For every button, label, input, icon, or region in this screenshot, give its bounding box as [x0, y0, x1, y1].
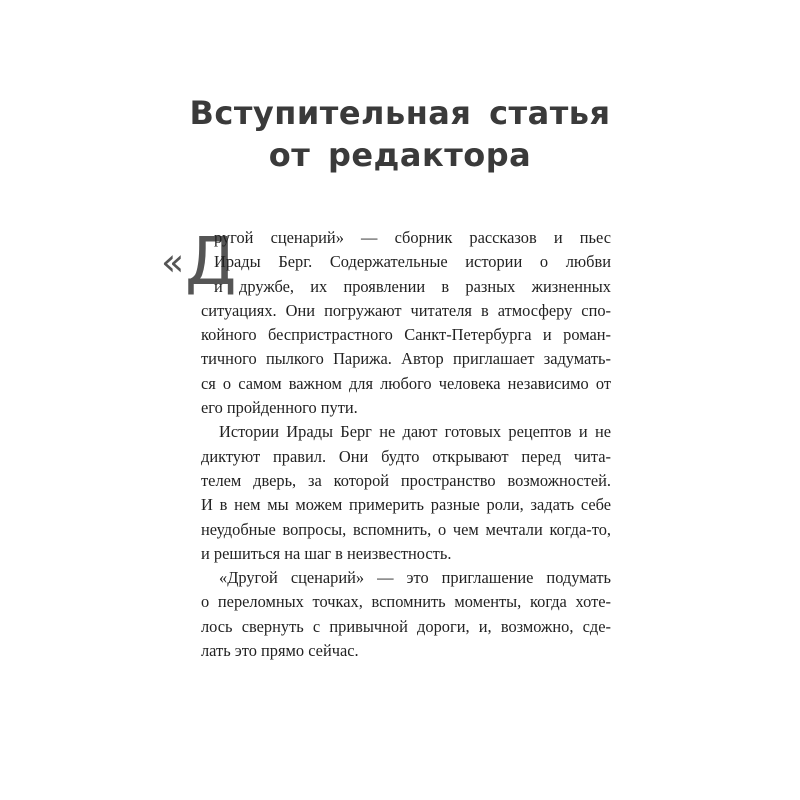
text-line: «Другой сценарий» — это приглашение подумать	[219, 568, 611, 588]
text-line: тичного пылкого Парижа. Автор приглашает задумать-	[201, 349, 611, 369]
text-line: ся о самом важном для любого человека независимо от	[201, 373, 611, 393]
paragraph	[201, 420, 611, 566]
text-line: Ирады Берг. Содержательные истории о любви	[214, 252, 611, 272]
title-line-2: от редактора	[268, 136, 532, 174]
text-line: лось свернуть с привычной дороги, и, возможно, сде-	[201, 616, 611, 636]
text-line: Истории Ирады Берг не дают готовых рецептов и не	[219, 422, 611, 442]
title-line-1: Вступительная статья	[189, 94, 611, 132]
text-line: о переломных точках, вспомнить моменты, когда хоте-	[201, 592, 611, 612]
text-line: И в нем мы можем примерить разные роли, задать себе	[201, 495, 611, 515]
text-line: лать это прямо сейчас.	[201, 641, 359, 661]
article-body	[201, 226, 611, 663]
text-line: койного беспристрастного Санкт-Петербурга и роман-	[201, 325, 611, 345]
text-line: неудобные вопросы, вспомнить, о чем мечтали когда-то,	[201, 519, 611, 539]
text-line: ругой сценарий» — сборник рассказов и пьес	[214, 228, 611, 247]
drop-cap-letter: Д	[185, 223, 237, 300]
page-title	[0, 92, 800, 176]
paragraph	[201, 566, 611, 663]
text-line: диктуют правил. Они будто открывают перед чита-	[201, 446, 611, 466]
text-line: и решиться на шаг в неизвестность.	[201, 543, 452, 563]
text-line: его пройденного пути.	[201, 398, 358, 418]
text-line: и дружбе, их проявлении в разных жизненных	[214, 276, 611, 296]
drop-cap-quote: «	[161, 240, 185, 284]
text-line: ситуациях. Они погружают читателя в атмосферу спо-	[201, 300, 611, 320]
text-line: телем дверь, за которой пространство возможностей.	[201, 470, 611, 490]
paragraph	[201, 226, 611, 420]
